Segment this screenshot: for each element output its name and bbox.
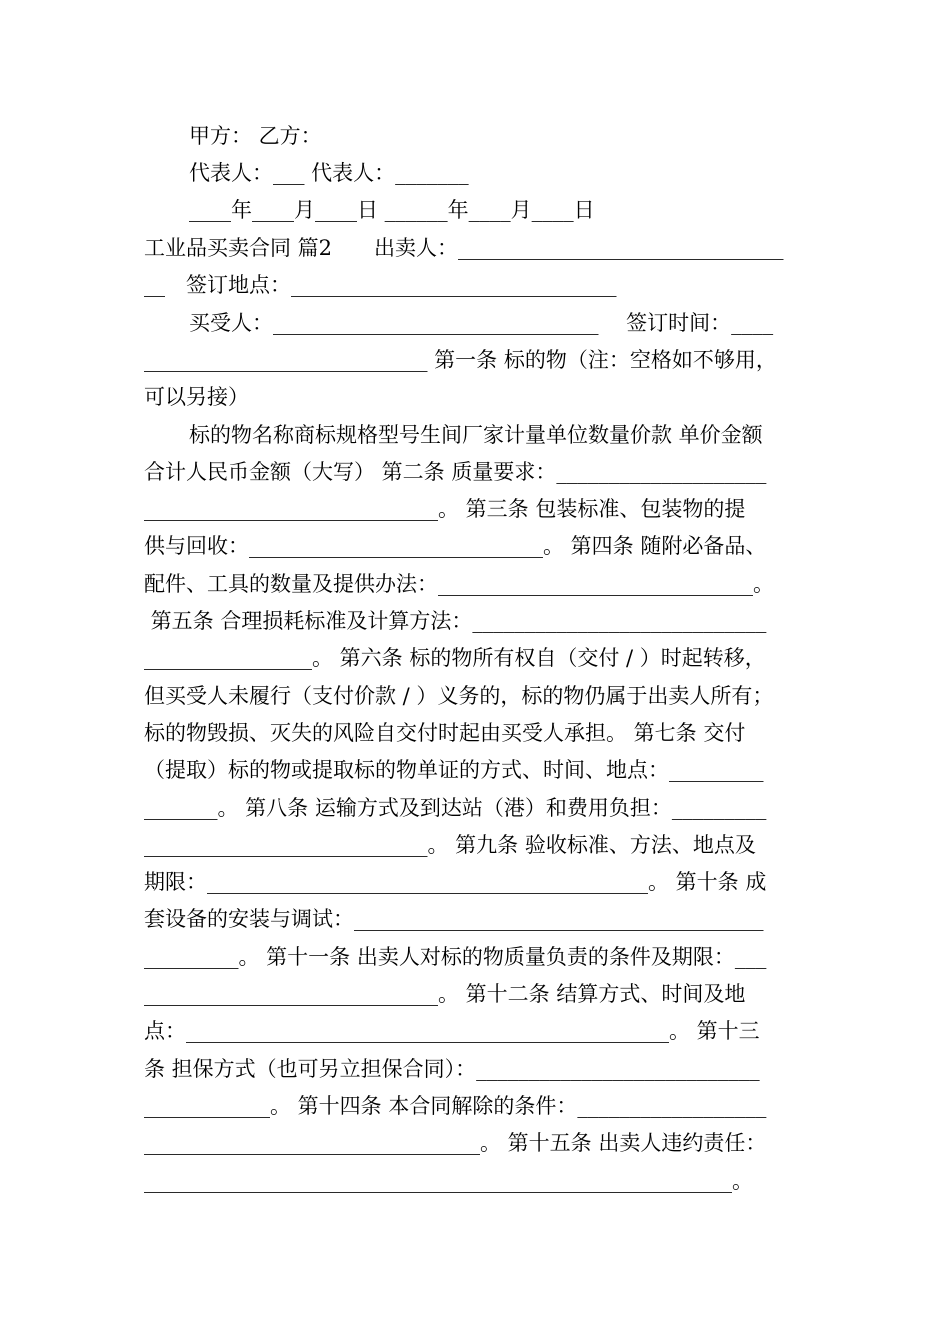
signature-parties-line: 甲方： 乙方： <box>189 124 322 148</box>
article-6-line: ________________。 第六条 标的物所有权自（交付 / ）时起转移， <box>144 646 766 670</box>
item-table-header-line: 标的物名称商标规格型号生间厂家计量单位数量价款 单价金额 <box>189 423 763 447</box>
buyer-signing-time-line: 买受人：_______________________________ 签订时间：____ <box>189 311 774 335</box>
signing-place-line: __ 签订地点：_______________________________ <box>144 273 617 297</box>
article-4-line: 供与回收：____________________________。 第四条 随附必备品、 <box>144 534 767 558</box>
article-3-line: ____________________________。 第三条 包装标准、包装物的提 <box>144 497 746 521</box>
article-12-line: ____________________________。 第十二条 结算方式、时间及地 <box>144 982 746 1006</box>
article-2-line: 合计人民币金额（大写） 第二条 质量要求：____________________ <box>144 460 767 484</box>
article-1-note-line: 可以另接） <box>144 385 249 409</box>
article-13-cont-line: 条 担保方式（也可另立担保合同）：___________________________ <box>144 1057 760 1081</box>
article-9-line: ___________________________。 第九条 验收标准、方法、地点及 <box>144 833 756 857</box>
article-10-line: 期限：__________________________________________。 第十条 成 <box>144 870 767 894</box>
article-6-cont-line: 但买受人未履行（支付价款 / ）义务的，标的物仍属于出卖人所有； <box>144 684 774 708</box>
contract-title-seller-line: 工业品买卖合同 篇2 出卖人：_______________________________ <box>144 236 784 260</box>
article-7-cont-line: （提取）标的物或提取标的物单证的方式、时间、地点：_________ <box>144 758 764 782</box>
article-10-cont-line: 套设备的安装与调试：_______________________________________ <box>144 907 764 931</box>
article-1-line: ___________________________ 第一条 标的物（注：空格如不够用， <box>144 348 777 372</box>
article-13-line: 点：______________________________________________。 第十三 <box>144 1019 760 1043</box>
article-11-line: _________。 第十一条 出卖人对标的物质量负责的条件及期限：___ <box>144 945 767 969</box>
article-15-cont-line: ________________________________________________________。 <box>144 1169 753 1193</box>
article-14-line: ____________。 第十四条 本合同解除的条件：__________________ <box>144 1094 767 1118</box>
representatives-line: 代表人：___ 代表人：_______ <box>189 161 469 185</box>
article-7-line: 标的物毁损、灭失的风险自交付时起由买受人承担。 第七条 交付 <box>144 721 746 745</box>
article-15-line: ________________________________。 第十五条 出卖人违约责任： <box>144 1131 767 1155</box>
article-8-line: _______。 第八条 运输方式及到达站（港）和费用负担：_________ <box>144 796 767 820</box>
article-5-line: 第五条 合理损耗标准及计算方法：____________________________ <box>144 609 767 633</box>
date-line: ____年____月____日 ______年____月____日 <box>189 198 595 222</box>
article-4-cont-line: 配件、工具的数量及提供办法：______________________________。 <box>144 572 774 596</box>
